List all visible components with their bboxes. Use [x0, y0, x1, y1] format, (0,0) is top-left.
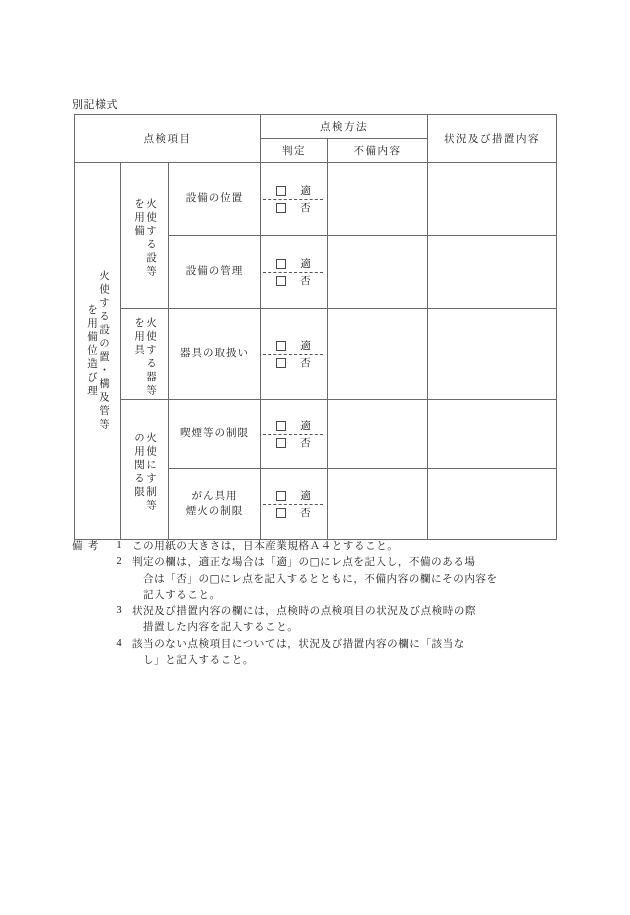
remark-line: 措置した内容を記入すること。: [143, 621, 299, 634]
judgement-option-label: 適: [300, 258, 312, 270]
header-judgement: 判定: [261, 139, 328, 163]
remark-item: [72, 538, 568, 554]
table-row: [75, 309, 557, 400]
judgement-option-ng[interactable]: [261, 435, 327, 451]
item-label: 喫煙等の制限: [180, 427, 249, 440]
group-line-2: を用具: [133, 316, 145, 357]
judgement-option-ok[interactable]: [261, 418, 327, 434]
judgement-option-ng[interactable]: [261, 355, 327, 371]
checkbox-icon[interactable]: [276, 276, 286, 286]
judgement-cell: [261, 163, 328, 236]
checkbox-icon[interactable]: [276, 203, 286, 213]
judgement-option-label: 適: [300, 340, 312, 352]
status-input-cell[interactable]: [428, 236, 557, 309]
judgement-option-ng[interactable]: [261, 200, 327, 216]
judgement-option-ng[interactable]: [261, 273, 327, 289]
remark-item: [72, 603, 568, 636]
remark-item: [72, 636, 568, 669]
item-cell-fireworks-restriction: [169, 469, 261, 540]
remark-line: この用紙の大きさは，日本産業規格Ａ４とすること。: [132, 540, 399, 552]
table-row: [75, 400, 557, 469]
inspection-table: [74, 114, 557, 540]
judgement-option-ok[interactable]: [261, 488, 327, 504]
item-label: 器具の取扱い: [180, 347, 249, 360]
remark-text: [132, 538, 568, 554]
judgement-option-label: 適: [300, 490, 312, 502]
judgement-cell: [261, 309, 328, 400]
judgement-option-ok[interactable]: [261, 256, 327, 272]
item-label-line-2: 煙火の制限: [185, 505, 244, 517]
remark-number: 3: [116, 605, 122, 617]
header-status-and-measures: 状況及び措置内容: [428, 115, 557, 163]
judgement-cell: [261, 469, 328, 540]
remark-text: [132, 636, 568, 669]
remark-text: [132, 603, 568, 636]
group-line-1: 火使する設等: [145, 198, 158, 279]
status-input-cell[interactable]: [428, 309, 557, 400]
judgement-option-label: 適: [300, 185, 312, 197]
group-cell-fire-using-equipment: [121, 163, 169, 309]
checkbox-icon[interactable]: [276, 358, 286, 368]
table-header-row-top: [75, 115, 557, 139]
item-cell-smoking-restriction: [169, 400, 261, 469]
category-line-1: 火使する設の置・構及管等: [98, 270, 111, 432]
remark-line: 合は「否」の□にレ点を記入するとともに，不備内容の欄にその内容を: [143, 572, 498, 585]
judgement-option-label: 否: [300, 357, 312, 369]
status-input-cell[interactable]: [428, 400, 557, 469]
group-line-1: 火使する器等: [145, 316, 158, 398]
remark-number: 4: [116, 637, 122, 649]
remark-line: 判定の欄は，適正な場合は「適」の□にレ点を記入し，不備のある場: [132, 556, 476, 569]
status-input-cell[interactable]: [428, 469, 557, 540]
remarks-section: [72, 538, 568, 668]
deficiency-input-cell[interactable]: [328, 400, 428, 469]
header-inspection-items: 点検項目: [75, 115, 261, 163]
group-cell-fire-using-tools: [121, 309, 169, 400]
item-label: 設備の位置: [185, 192, 244, 205]
judgement-cell: [261, 400, 328, 469]
remark-number: 1: [116, 540, 122, 551]
judgement-option-ng[interactable]: [261, 505, 327, 521]
item-label: 設備の管理: [185, 265, 244, 278]
remark-number: 2: [116, 556, 122, 568]
item-cell-equipment-management: [169, 236, 261, 309]
checkbox-icon[interactable]: [276, 259, 286, 269]
category-line-2: を用備位造び理: [86, 303, 98, 399]
checkbox-icon[interactable]: [276, 508, 286, 518]
judgement-option-label: 否: [300, 275, 312, 287]
remark-text: [132, 554, 568, 603]
judgement-cell: [261, 236, 328, 309]
remark-line: 記入すること。: [143, 588, 221, 601]
checkbox-icon[interactable]: [276, 491, 286, 501]
status-input-cell[interactable]: [428, 163, 557, 236]
table-row: [75, 163, 557, 236]
remark-line: 該当のない点検項目については，状況及び措置内容の欄に「該当な: [132, 637, 465, 650]
group-line-2: を用備: [133, 198, 145, 239]
judgement-option-label: 否: [300, 437, 312, 449]
checkbox-icon[interactable]: [276, 438, 286, 448]
group-line-1: 火使にす制等: [145, 432, 158, 513]
judgement-option-ok[interactable]: [261, 338, 327, 354]
checkbox-icon[interactable]: [276, 186, 286, 196]
group-cell-fire-use-restrictions: [121, 400, 169, 540]
judgement-option-label: 否: [300, 507, 312, 519]
judgement-option-label: 否: [300, 202, 312, 214]
remark-line: 状況及び措置内容の欄には，点検時の点検項目の状況及び点検時の際: [132, 605, 477, 618]
judgement-option-ok[interactable]: [261, 183, 327, 199]
item-label-line-1: がん具用: [191, 489, 238, 502]
category-cell-fire-equipment-management: [75, 163, 121, 540]
form-title: 別記様式: [72, 98, 118, 111]
header-deficiency: 不備内容: [328, 139, 428, 163]
remarks-label: 備 考: [72, 540, 100, 552]
remark-item: [72, 554, 568, 603]
item-cell-tool-handling: [169, 309, 261, 400]
header-inspection-method: 点検方法: [261, 115, 428, 139]
group-line-2: の用関る限: [133, 432, 145, 500]
deficiency-input-cell[interactable]: [328, 309, 428, 400]
judgement-option-label: 適: [300, 420, 312, 432]
remark-line: し」と記入すること。: [143, 653, 254, 666]
deficiency-input-cell[interactable]: [328, 469, 428, 540]
deficiency-input-cell[interactable]: [328, 163, 428, 236]
checkbox-icon[interactable]: [276, 421, 286, 431]
item-cell-equipment-location: [169, 163, 261, 236]
checkbox-icon[interactable]: [276, 341, 286, 351]
deficiency-input-cell[interactable]: [328, 236, 428, 309]
